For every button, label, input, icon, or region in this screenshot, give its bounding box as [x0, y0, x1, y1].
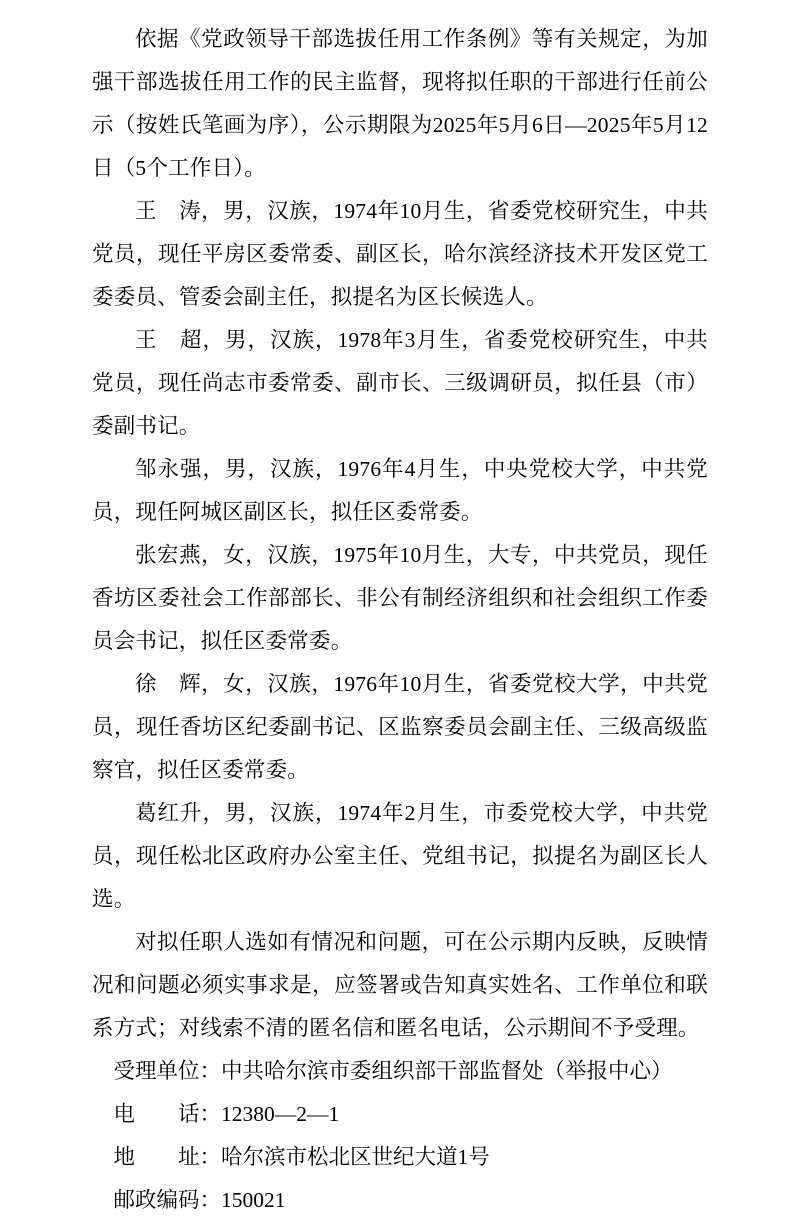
paragraph-candidate-4: 张宏燕，女，汉族，1975年10月生，大专，中共党员，现任香坊区委社会工作部部长、非公有制经济组织和社会组织工作委员会书记，拟任区委常委。: [92, 543, 708, 653]
paragraph-candidate-2: 王 超，男，汉族，1978年3月生，省委党校研究生，中共党员，现任尚志市委常委、副市长、三级调研员，拟任县（市）委副书记。: [92, 328, 708, 438]
paragraph-candidate-5: 徐 辉，女，汉族，1976年10月生，省委党校大学，中共党员，现任香坊区纪委副书记、区监察委员会副主任、三级高级监察官，拟任区委常委。: [92, 672, 708, 782]
paragraph-candidate-3: 邹永强，男，汉族，1976年4月生，中央党校大学，中共党员，现任阿城区副区长，拟任区委常委。: [92, 457, 708, 524]
contact-address: 地 址：哈尔滨市松北区世纪大道1号: [113, 1145, 490, 1169]
paragraph-candidate-6: 葛红升，男，汉族，1974年2月生，市委党校大学，中共党员，现任松北区政府办公室主任、党组书记，拟提名为副区长人选。: [92, 801, 708, 911]
contact-organization: 受理单位：中共哈尔滨市委组织部干部监督处（举报中心）: [113, 1059, 673, 1083]
paragraph-notice-basis: 依据《党政领导干部选拔任用工作条例》等有关规定，为加强干部选拔任用工作的民主监督，现将拟任职的干部进行任前公示（按姓氏笔画为序），公示期限为2025年5月6日—2025年5月12日（5个工作日）。: [92, 27, 708, 180]
paragraph-candidate-1: 王 涛，男，汉族，1974年10月生，省委党校研究生，中共党员，现任平房区委常委、副区长，哈尔滨经济技术开发区党工委委员、管委会副主任，拟提名为区长候选人。: [92, 199, 708, 309]
paragraph-feedback-instructions: 对拟任职人选如有情况和问题，可在公示期内反映，反映情况和问题必须实事求是，应签署或告知真实姓名、工作单位和联系方式；对线索不清的匿名信和匿名电话，公示期间不予受理。: [92, 930, 708, 1040]
contact-phone: 电 话：12380—2—1: [113, 1102, 340, 1126]
contact-postal-code: 邮政编码：150021: [113, 1188, 286, 1212]
